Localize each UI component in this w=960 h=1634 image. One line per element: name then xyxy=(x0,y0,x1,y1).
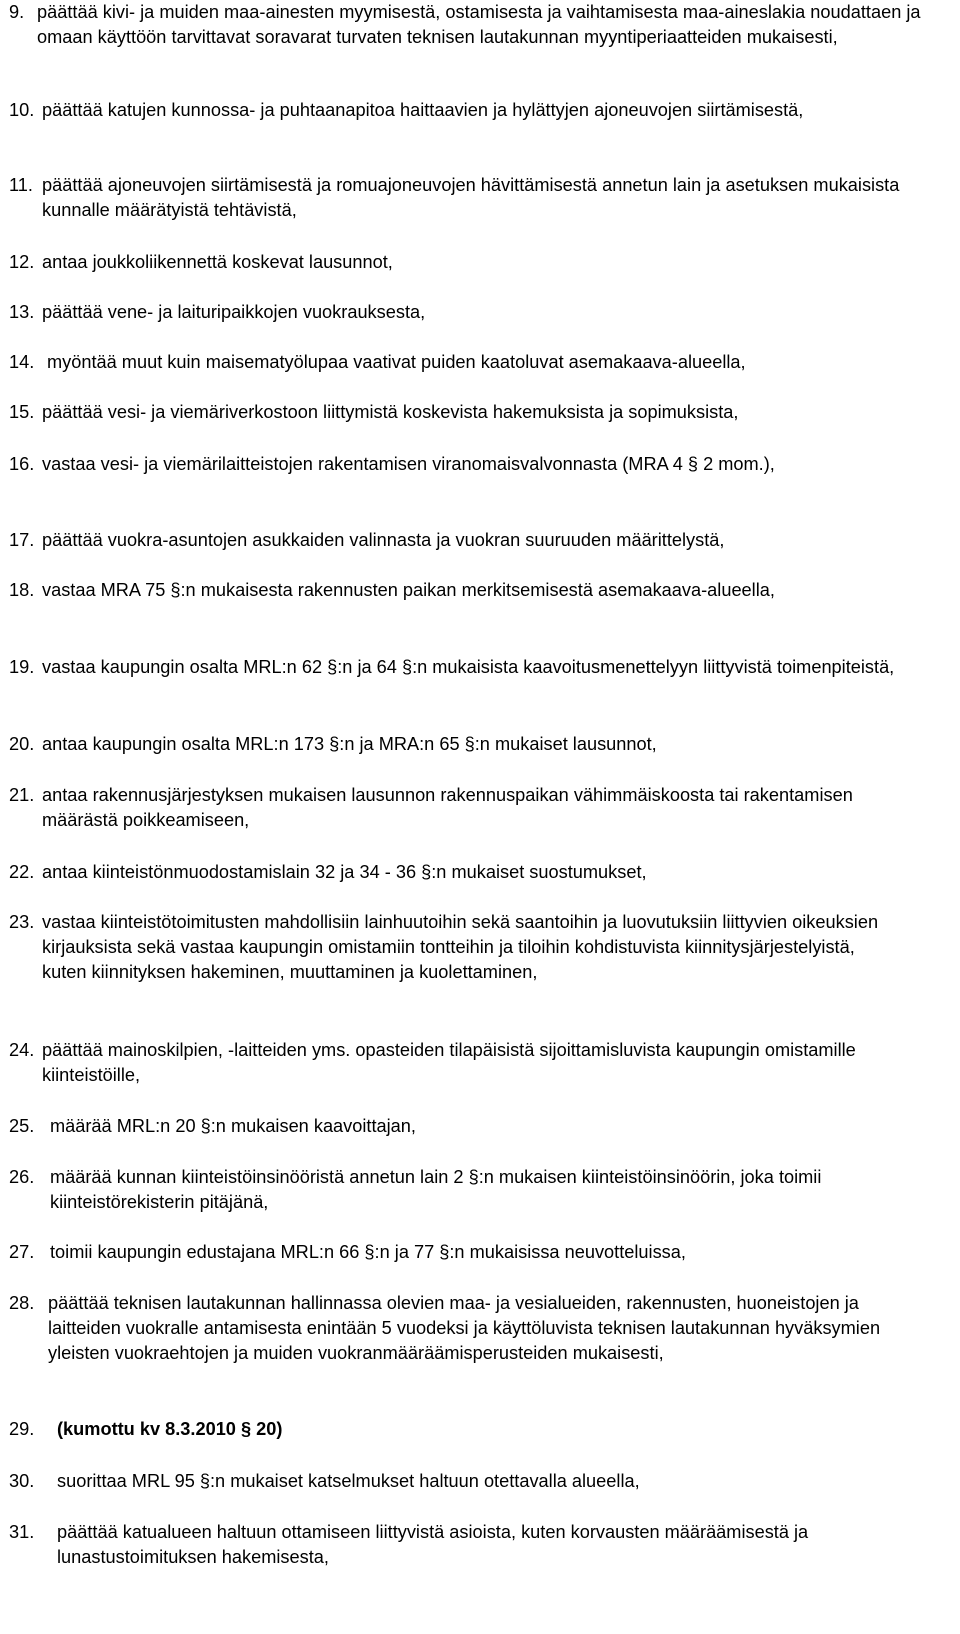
item-text: myöntää muut kuin maisematyölupaa vaativat puiden kaatoluvat asemakaava-alueella, xyxy=(47,352,746,372)
item-text: päättää kivi- ja muiden maa-ainesten myymisestä, ostamisesta ja vaihtamisesta maa-aineslakia noudattaen ja omaan käyttöön tarvittavat soravarat turvaten teknisen lautakunnan myyntiperiaatteiden mukaisesti, xyxy=(37,2,921,47)
item-text: määrää MRL:n 20 §:n mukaisen kaavoittajan, xyxy=(50,1116,416,1136)
item-number: 28. xyxy=(9,1293,35,1313)
item-number: 9. xyxy=(9,2,25,22)
list-item xyxy=(9,0,927,50)
item-number: 10. xyxy=(9,100,35,120)
item-text: suorittaa MRL 95 §:n mukaiset katselmukset haltuun otettavalla alueella, xyxy=(57,1471,640,1491)
item-number: 12. xyxy=(9,252,35,272)
item-text: vastaa kaupungin osalta MRL:n 62 §:n ja 64 §:n mukaisista kaavoitusmenettelyyn liittyvistä toimenpiteistä, xyxy=(42,657,895,677)
item-text: päättää vene- ja laituripaikkojen vuokrauksesta, xyxy=(42,302,426,322)
list-item xyxy=(9,173,932,223)
item-number: 17. xyxy=(9,530,35,550)
item-text: vastaa kiinteistötoimitusten mahdollisiin lainhuutoihin sekä saantoihin ja luovutuksiin liittyvien oikeuksien kirjauksista sekä vastaa kaupungin omistamiin tontteihin ja tiloihin kohdistuvista kiinnitysjärjestelyistä, kuten kiinnityksen hakeminen, muuttaminen ja kuolettaminen, xyxy=(42,912,879,982)
list-item xyxy=(9,732,932,757)
list-item xyxy=(9,300,932,325)
item-text: toimii kaupungin edustajana MRL:n 66 §:n ja 77 §:n mukaisissa neuvotteluissa, xyxy=(50,1242,686,1262)
item-number: 31. xyxy=(9,1522,35,1542)
list-item xyxy=(9,860,932,885)
item-number: 11. xyxy=(9,175,33,195)
list-item xyxy=(9,1520,917,1570)
item-number: 21. xyxy=(9,785,35,805)
list-item xyxy=(9,1469,917,1494)
item-number: 30. xyxy=(9,1471,35,1491)
item-text: vastaa MRA 75 §:n mukaisesta rakennusten paikan merkitsemisestä asemakaava-alueella, xyxy=(42,580,775,600)
item-text: antaa joukkoliikennettä koskevat lausunnot, xyxy=(42,252,393,272)
item-text: määrää kunnan kiinteistöinsinööristä annetun lain 2 §:n mukaisen kiinteistöinsinöörin, joka toimii kiinteistörekisterin pitäjänä, xyxy=(50,1167,822,1212)
list-item xyxy=(9,910,902,985)
list-item xyxy=(9,98,932,123)
item-number: 23. xyxy=(9,912,35,932)
item-number: 22. xyxy=(9,862,35,882)
list-item xyxy=(9,1240,920,1265)
list-item xyxy=(9,1165,920,1215)
list-item xyxy=(9,528,932,553)
item-text: antaa rakennusjärjestyksen mukaisen lausunnon rakennuspaikan vähimmäiskoosta tai rakentamisen määrästä poikkeamiseen, xyxy=(42,785,853,830)
list-item xyxy=(9,783,932,833)
item-number: 18. xyxy=(9,580,35,600)
item-number: 29. xyxy=(9,1419,35,1439)
list-item xyxy=(9,1417,917,1442)
item-number: 25. xyxy=(9,1116,35,1136)
list-item xyxy=(9,1038,922,1088)
item-number: 15. xyxy=(9,402,35,422)
item-number: 14. xyxy=(9,352,35,372)
item-number: 19. xyxy=(9,657,35,677)
item-text: päättää katualueen haltuun ottamiseen liittyvistä asioista, kuten korvausten määräämisestä ja lunastustoimituksen hakemisesta, xyxy=(57,1522,809,1567)
item-number: 13. xyxy=(9,302,35,322)
item-text: antaa kaupungin osalta MRL:n 173 §:n ja MRA:n 65 §:n mukaiset lausunnot, xyxy=(42,734,657,754)
item-number: 26. xyxy=(9,1167,35,1187)
item-text: päättää teknisen lautakunnan hallinnassa olevien maa- ja vesialueiden, rakennusten, huoneistojen ja laitteiden vuokralle antamisesta enintään 5 vuodeksi ja käyttöluvista teknisen lautakunnan hyväksymien yleisten vuokraehtojen ja muiden vuokranmääräämisperusteiden mukaisesti, xyxy=(48,1293,881,1363)
list-item xyxy=(9,655,922,680)
item-text: (kumottu kv 8.3.2010 § 20) xyxy=(57,1419,283,1439)
item-text: antaa kiinteistönmuodostamislain 32 ja 34 - 36 §:n mukaiset suostumukset, xyxy=(42,862,647,882)
list-item xyxy=(9,400,932,425)
list-item xyxy=(9,452,882,477)
list-item xyxy=(9,250,932,275)
list-item xyxy=(9,578,922,603)
item-text: päättää ajoneuvojen siirtämisestä ja romuajoneuvojen hävittämisestä annetun lain ja asetuksen mukaisista kunnalle määrätyistä tehtävistä, xyxy=(42,175,900,220)
item-text: päättää mainoskilpien, -laitteiden yms. opasteiden tilapäisistä sijoittamisluvista kaupungin omistamille kiinteistöille, xyxy=(42,1040,856,1085)
item-text: päättää katujen kunnossa- ja puhtaanapitoa haittaavien ja hylättyjen ajoneuvojen siirtämisestä, xyxy=(42,100,804,120)
item-text: vastaa vesi- ja viemärilaitteistojen rakentamisen viranomaisvalvonnasta (MRA 4 § 2 mom.), xyxy=(42,454,775,474)
item-number: 27. xyxy=(9,1242,35,1262)
list-item xyxy=(9,350,937,375)
list-item xyxy=(9,1291,910,1366)
item-text: päättää vuokra-asuntojen asukkaiden valinnasta ja vuokran suuruuden määrittelystä, xyxy=(42,530,725,550)
item-number: 24. xyxy=(9,1040,35,1060)
item-number: 16. xyxy=(9,454,35,474)
item-number: 20. xyxy=(9,734,35,754)
item-text: päättää vesi- ja viemäriverkostoon liittymistä koskevista hakemuksista ja sopimuksista, xyxy=(42,402,739,422)
list-item xyxy=(9,1114,910,1139)
